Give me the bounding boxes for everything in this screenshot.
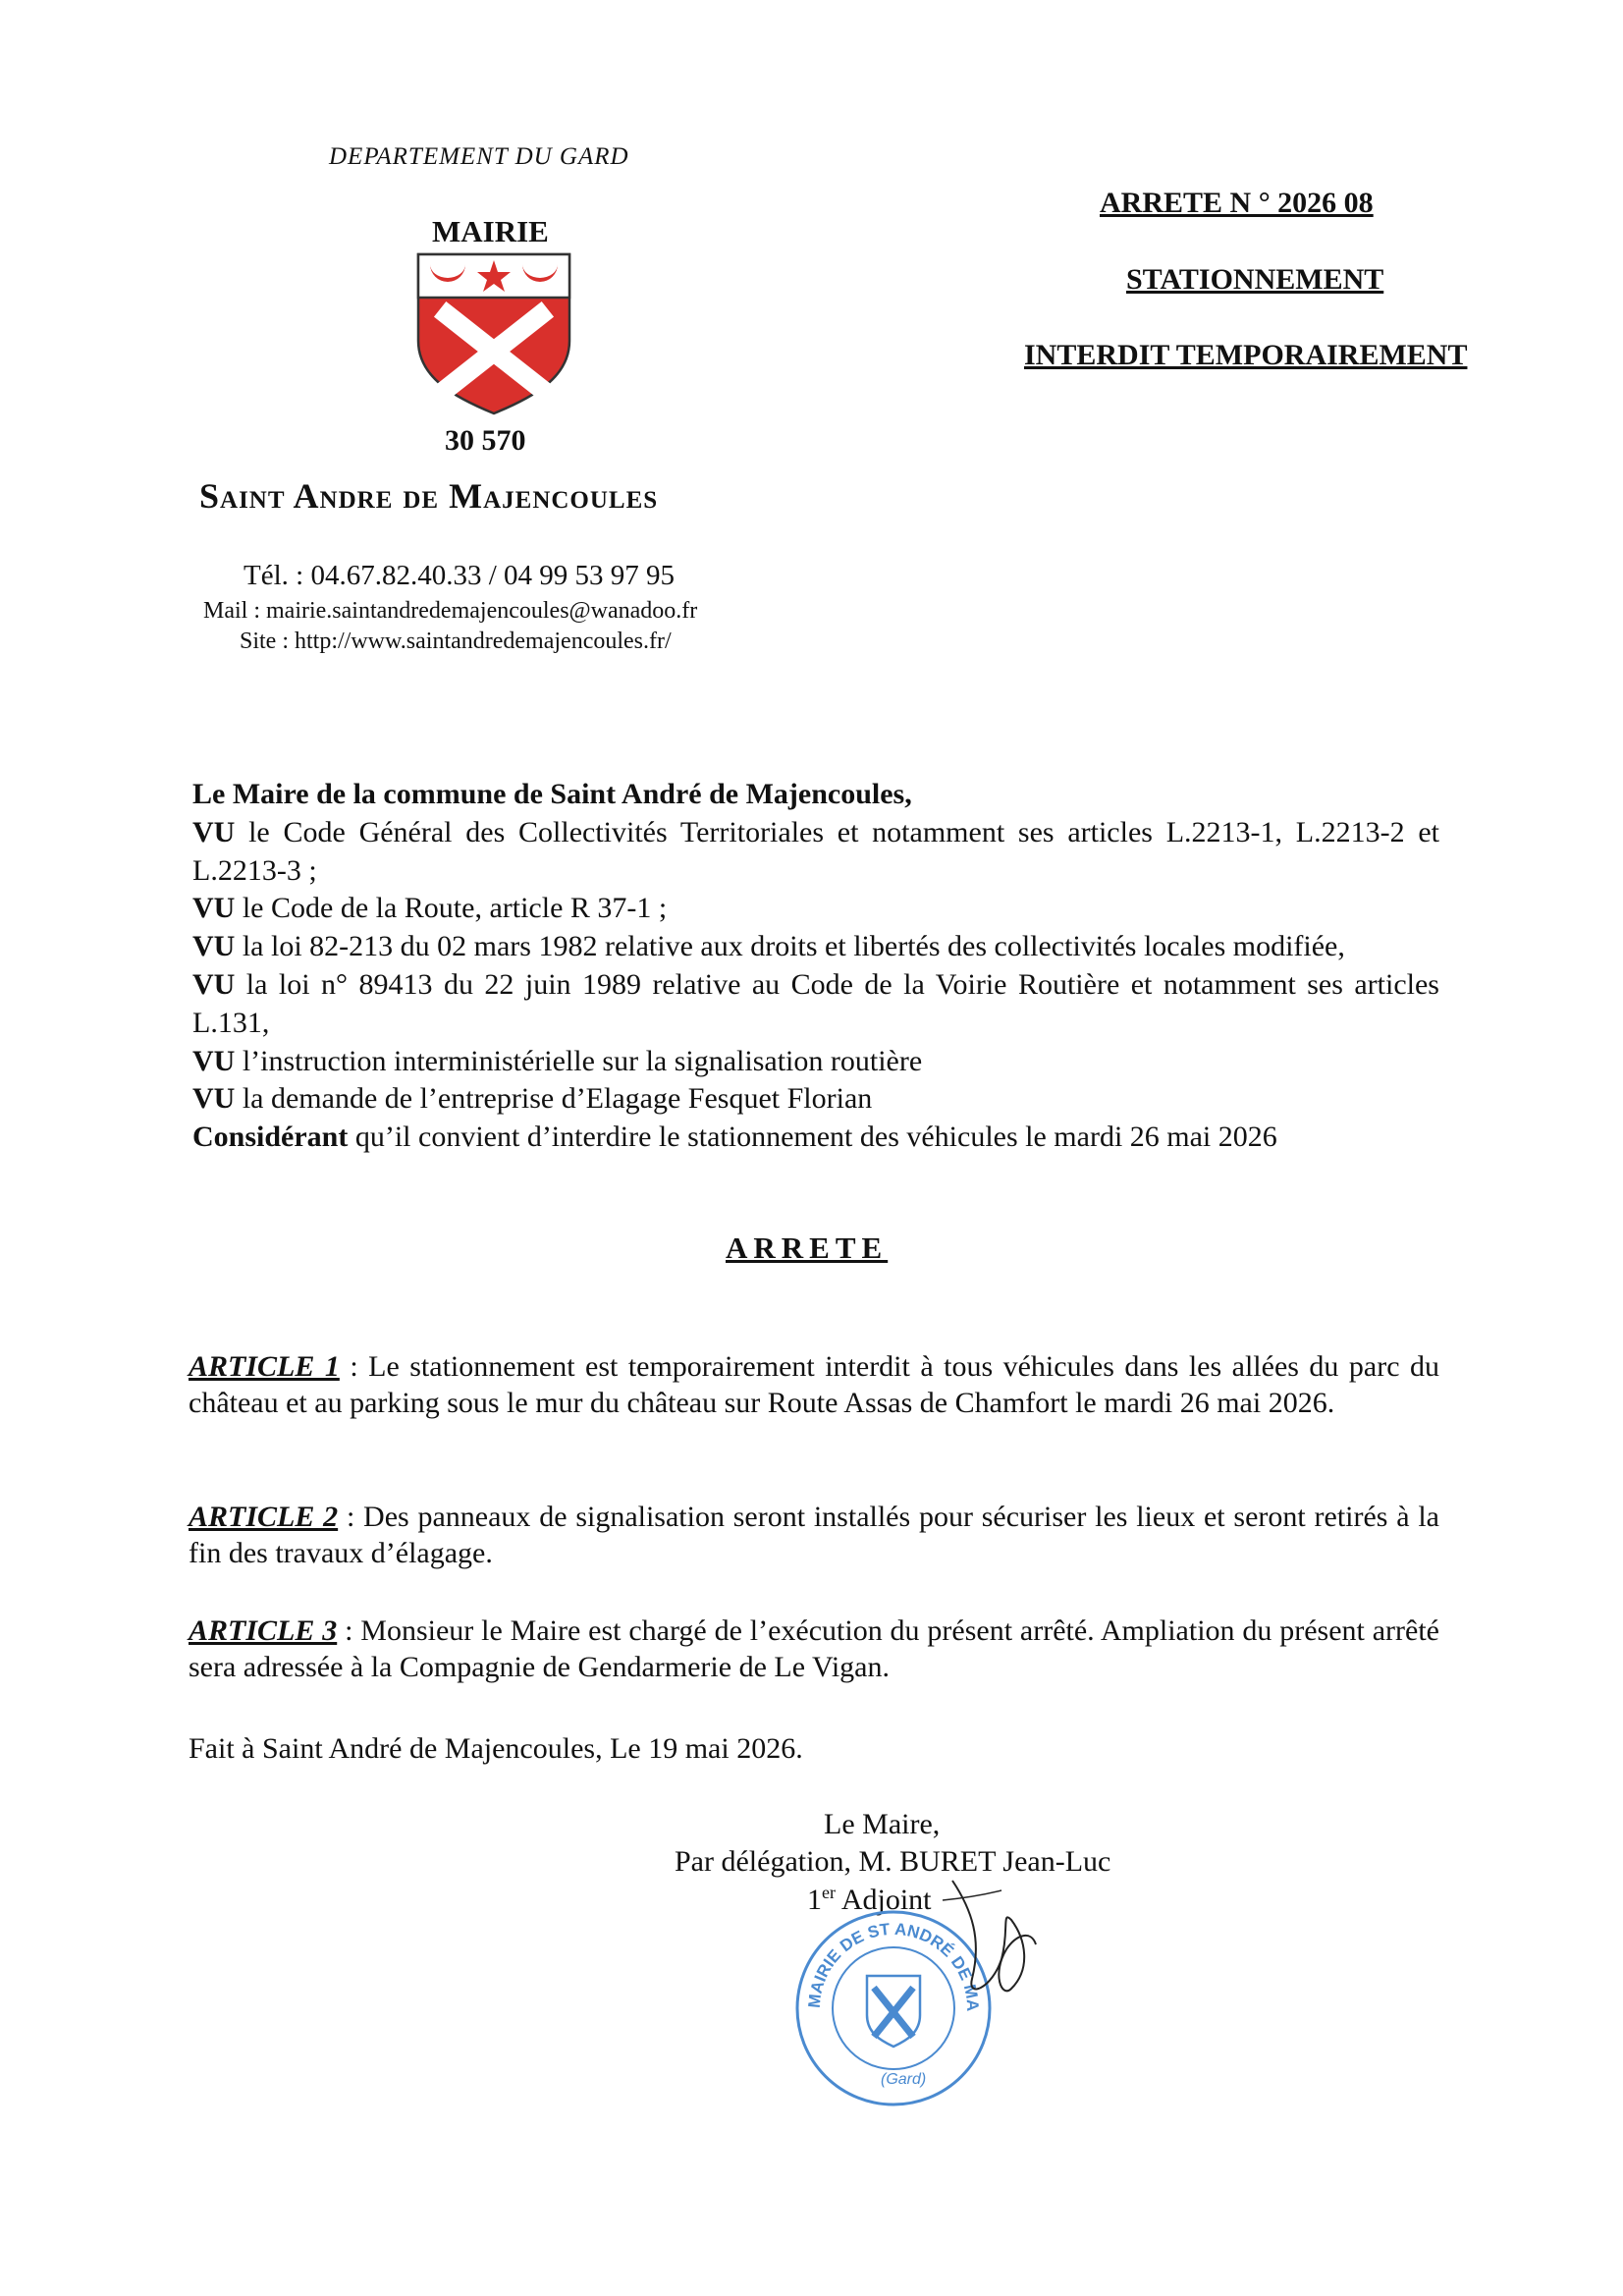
item-text: le Code Général des Collectivités Territoriales et notamment ses articles L.2213-1, L.2213-2 et L.2213-3 ; bbox=[192, 815, 1439, 887]
preamble-item bbox=[192, 966, 1439, 1043]
departement-label: DEPARTEMENT DU GARD bbox=[329, 143, 629, 170]
mairie-label: MAIRIE bbox=[432, 214, 549, 248]
handwritten-signature bbox=[933, 1871, 1041, 2023]
item-lead: VU bbox=[192, 892, 236, 925]
signatory-title: Le Maire, bbox=[824, 1808, 941, 1840]
signatory-delegation: Par délégation, M. BURET Jean-Luc bbox=[675, 1845, 1111, 1878]
preamble-item bbox=[192, 1080, 1439, 1119]
website: Site : http://www.saintandredemajencoules.fr/ bbox=[240, 629, 672, 654]
role-number: 1 bbox=[807, 1884, 822, 1916]
article-text: : Des panneaux de signalisation seront installés pour sécuriser les lieux et seront retirés à la fin des travaux d’élagage. bbox=[189, 1501, 1439, 1569]
item-text: la demande de l’entreprise d’Elagage Fesquet Florian bbox=[235, 1082, 873, 1116]
preamble-heading: Le Maire de la commune de Saint André de Majencoules, bbox=[192, 778, 912, 810]
role-suffix: er bbox=[822, 1883, 836, 1902]
preamble-item bbox=[192, 928, 1439, 966]
arrete-heading: ARRETE bbox=[726, 1230, 889, 1265]
item-lead: VU bbox=[192, 1044, 236, 1077]
stamp-bottom-text: (Gard) bbox=[881, 2071, 927, 2088]
closing-date: Fait à Saint André de Majencoules, Le 19 mai 2026. bbox=[189, 1732, 803, 1765]
article-label: ARTICLE 1 bbox=[189, 1350, 340, 1383]
telephone: Tél. : 04.67.82.40.33 / 04 99 53 97 95 bbox=[243, 560, 676, 591]
article-3 bbox=[189, 1613, 1439, 1685]
title-stationnement: STATIONNEMENT bbox=[1126, 263, 1384, 296]
article-text: : Monsieur le Maire est chargé de l’exécution du présent arrêté. Ampliation du présent arrêté sera adressée à la Compagnie de Gendarmerie de Le Vigan. bbox=[189, 1614, 1439, 1683]
article-label: ARTICLE 2 bbox=[189, 1501, 339, 1533]
item-text: la loi 82-213 du 02 mars 1982 relative aux droits et libertés des collectivités locales modifiée, bbox=[235, 930, 1345, 963]
article-1 bbox=[189, 1348, 1439, 1421]
preamble-item bbox=[192, 890, 1439, 928]
commune-name: Saint Andre de Majencoules bbox=[199, 476, 659, 516]
preamble-item bbox=[192, 814, 1439, 891]
article-text: : Le stationnement est temporairement interdit à tous véhicules dans les allées du parc du château et au parking sous le mur du château sur Route Assas de Chamfort le mardi 26 mai 2026. bbox=[189, 1350, 1439, 1419]
item-lead: VU bbox=[192, 930, 236, 963]
preamble bbox=[192, 776, 1439, 1157]
arrete-reference: ARRETE N ° 2026 08 bbox=[1100, 187, 1374, 219]
item-text: la loi n° 89413 du 22 juin 1989 relative au Code de la Voirie Routière et notamment ses articles L.131, bbox=[192, 967, 1439, 1039]
role-text: Adjoint bbox=[835, 1884, 932, 1916]
item-lead: VU bbox=[192, 967, 236, 1001]
email: Mail : mairie.saintandredemajencoules@wanadoo.fr bbox=[203, 598, 698, 624]
postal-code: 30 570 bbox=[445, 424, 526, 457]
item-lead: VU bbox=[192, 1082, 236, 1116]
coat-of-arms-logo bbox=[414, 250, 573, 422]
title-interdit: INTERDIT TEMPORAIREMENT bbox=[1024, 339, 1468, 371]
item-text: le Code de la Route, article R 37-1 ; bbox=[235, 892, 668, 925]
preamble-item bbox=[192, 1043, 1439, 1081]
item-text: qu’il convient d’interdire le stationnement des véhicules le mardi 26 mai 2026 bbox=[348, 1121, 1277, 1154]
preamble-item bbox=[192, 1119, 1439, 1157]
item-text: l’instruction interministérielle sur la signalisation routière bbox=[235, 1044, 923, 1077]
item-lead: Considérant bbox=[192, 1121, 349, 1154]
stamp-text: MAIRIE DE ST ANDRÉ DE MA bbox=[804, 1919, 983, 2012]
article-label: ARTICLE 3 bbox=[189, 1614, 338, 1647]
item-lead: VU bbox=[192, 815, 236, 848]
article-2 bbox=[189, 1499, 1439, 1571]
